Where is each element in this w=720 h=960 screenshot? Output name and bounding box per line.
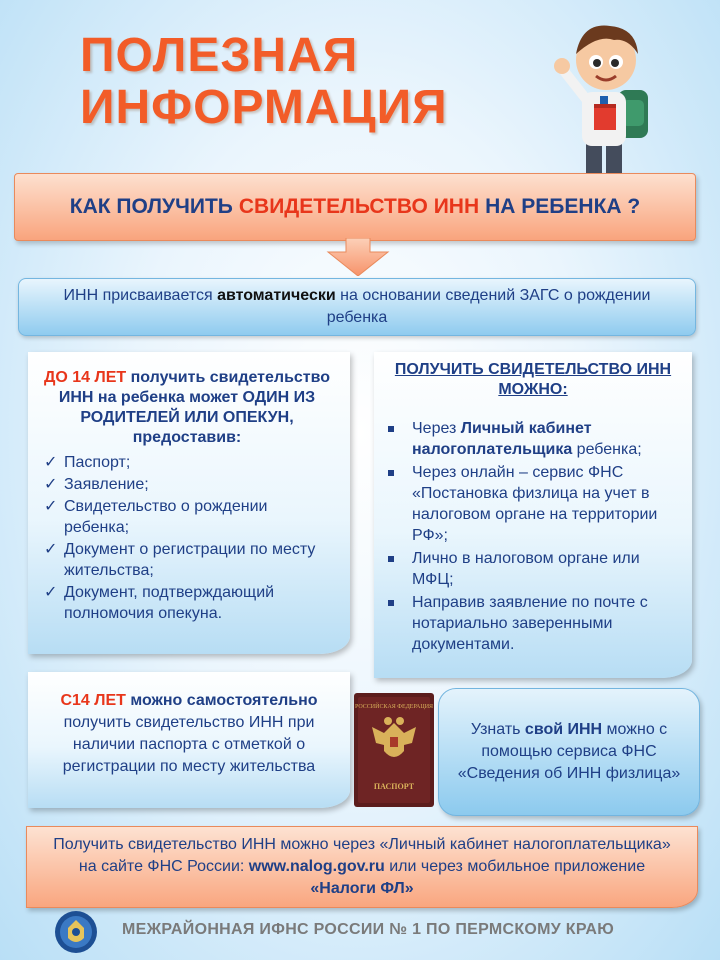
schoolboy-illustration [548, 4, 668, 194]
website-link[interactable]: www.nalog.gov.ru [248, 858, 385, 875]
find-inn-box [438, 688, 700, 816]
under-14-age: ДО 14 ЛЕТ [43, 369, 127, 386]
list-item-text: Свидетельство о рождении ребенка; [64, 498, 268, 536]
from-14-card [28, 672, 350, 808]
fns-emblem-icon [54, 910, 98, 954]
under-14-lead-text: получить свидетельство ИНН на ребенка может ОДИН ИЗ РОДИТЕЛЕЙ ИЛИ ОПЕКУН, предоставив: [58, 369, 331, 446]
check-icon: ✓ [44, 541, 58, 558]
list-item-text: Документ, подтверждающий полномочия опекуна. [64, 584, 275, 622]
find-inn-bold: свой ИНН [524, 721, 603, 738]
ways-list [386, 418, 680, 655]
mobile-app-name: «Налоги ФЛ» [310, 880, 414, 897]
info-text-2: на основании сведений ЗАГС о рождении ребенка [326, 287, 651, 326]
square-bullet-icon [388, 556, 394, 562]
list-item-text: Документ о регистрации по месту жительства; [64, 541, 316, 579]
info-bold: автоматически [217, 287, 336, 304]
online-options-banner [26, 826, 698, 908]
passport-bottom-text: ПАСПОРТ [373, 782, 415, 791]
list-item [386, 548, 680, 590]
down-arrow-icon [326, 238, 390, 276]
list-item-text: Паспорт; [64, 454, 131, 471]
find-inn-post: можно с помощью сервиса ФНС «Сведения об ИНН физлица» [457, 721, 681, 782]
question-part-1: КАК ПОЛУЧИТЬ [69, 195, 233, 218]
ways-heading: ПОЛУЧИТЬ СВИДЕТЕЛЬСТВО ИНН МОЖНО: [394, 361, 672, 398]
from-14-text [38, 690, 340, 778]
find-inn-pre: Узнать [470, 721, 525, 738]
question-part-3: НА РЕБЕНКА ? [485, 195, 641, 218]
info-text-1: ИНН присваивается [63, 287, 218, 304]
list-item [38, 539, 336, 581]
check-icon: ✓ [44, 454, 58, 471]
list-item [38, 582, 336, 624]
title-line-1: ПОЛЕЗНАЯ [80, 29, 359, 82]
list-item [386, 462, 680, 546]
list-item-text: Направив заявление по почте с нотариально заверенными документами. [412, 594, 648, 653]
under-14-card [28, 352, 350, 654]
from-14-body: получить свидетельство ИНН при наличии паспорта с отметкой о регистрации по месту жительства [62, 714, 316, 775]
from-14-age: С14 ЛЕТ [60, 692, 126, 709]
under-14-lead [38, 368, 336, 448]
list-item [38, 452, 336, 473]
square-bullet-icon [388, 470, 394, 476]
auto-assign-info [18, 278, 696, 336]
list-item [38, 496, 336, 538]
check-icon: ✓ [44, 498, 58, 515]
square-bullet-icon [388, 600, 394, 606]
question-banner [14, 173, 696, 241]
personal-account-text: Личный кабинет налогоплательщика [412, 420, 592, 458]
from-14-bold: можно самостоятельно [125, 692, 318, 709]
list-item-text: Лично в налоговом органе или МФЦ; [412, 550, 640, 588]
check-icon: ✓ [44, 584, 58, 601]
page-title [80, 30, 520, 134]
list-item [38, 474, 336, 495]
list-item [386, 592, 680, 655]
title-line-2: ИНФОРМАЦИЯ [80, 81, 448, 134]
check-icon: ✓ [44, 476, 58, 493]
list-item-text: ребенка; [572, 441, 642, 458]
list-item-text: Через онлайн – сервис ФНС «Постановка физлица на учет в налоговом органе на территории РФ»; [412, 464, 658, 544]
bottom-text-1: Получить свидетельство ИНН можно через «Личный кабинет налогоплательщика» на сайте ФНС России: [53, 836, 671, 875]
ways-card [374, 352, 692, 678]
question-part-2: СВИДЕТЕЛЬСТВО ИНН [238, 195, 480, 218]
list-item-text: Заявление; [64, 476, 149, 493]
list-item [386, 418, 680, 460]
footer-organization: МЕЖРАЙОННАЯ ИФНС РОССИИ № 1 ПО ПЕРМСКОМУ КРАЮ [122, 921, 615, 938]
passport-image [354, 693, 434, 807]
square-bullet-icon [388, 426, 394, 432]
required-documents-list [38, 452, 336, 624]
list-item-text: Через [412, 420, 461, 437]
passport-top-text: РОССИЙСКАЯ ФЕДЕРАЦИЯ [354, 704, 434, 710]
bottom-text-2: или через мобильное приложение [384, 858, 646, 875]
